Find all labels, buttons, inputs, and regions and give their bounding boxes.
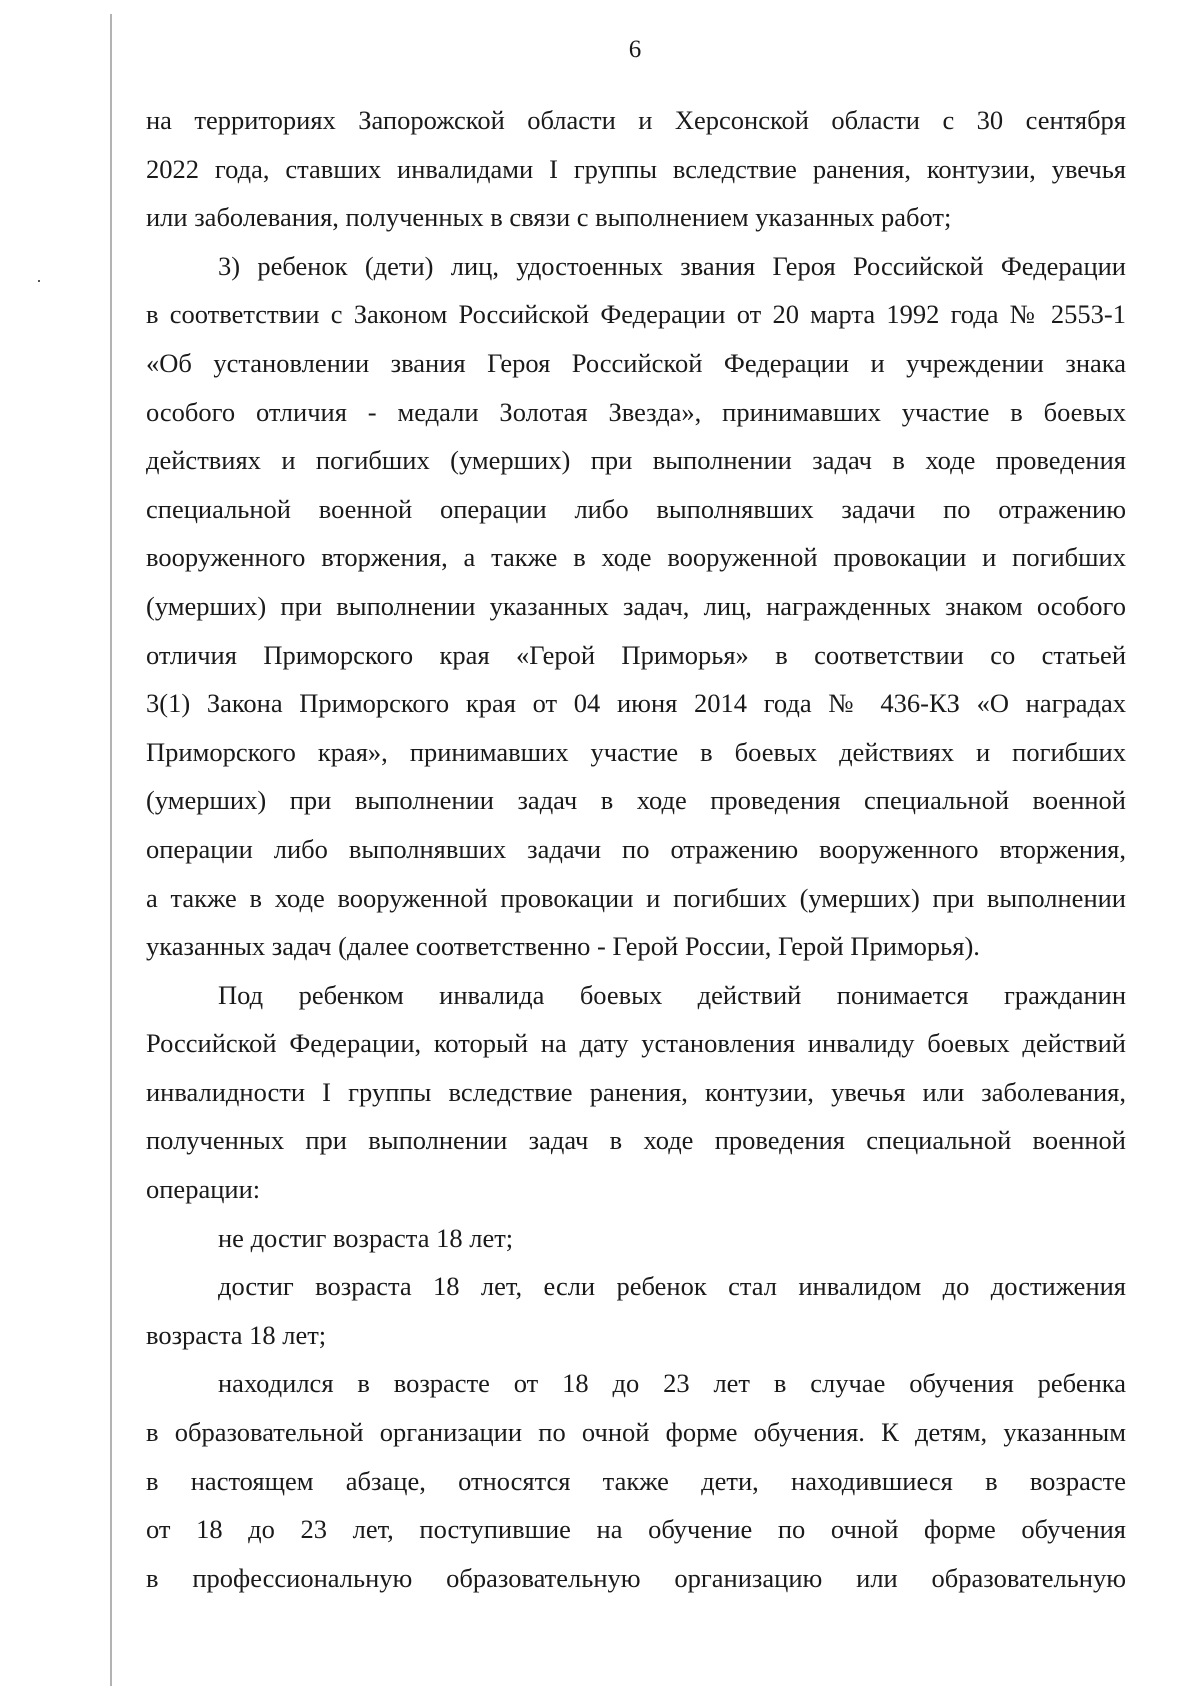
text-line: (умерших) при выполнении указанных задач, лиц, награжденных знаком особого (146, 590, 1126, 621)
text-line: операции: (146, 1174, 261, 1205)
text-line: находился в возрасте от 18 до 23 лет в случае обучения ребенка (218, 1368, 1126, 1399)
text-line: 3(1) Закона Приморского края от 04 июня 2014 года № 436-КЗ «О наградах (146, 688, 1126, 719)
text-line: в профессиональную образовательную организацию или образовательную (146, 1562, 1126, 1593)
page-number: 6 (628, 36, 642, 63)
text-line: от 18 до 23 лет, поступившие на обучение по очной форме обучения (146, 1514, 1126, 1545)
text-line: 3) ребенок (дети) лиц, удостоенных звания Героя Российской Федерации (218, 250, 1126, 281)
text-line: специальной военной операции либо выполнявших задачи по отражению (146, 493, 1126, 524)
text-line: Приморского края», принимавших участие в боевых действиях и погибших (146, 736, 1126, 767)
text-line: 2022 года, ставших инвалидами I группы вследствие ранения, контузии, увечья (146, 153, 1126, 184)
text-line: полученных при выполнении задач в ходе проведения специальной военной (146, 1125, 1126, 1156)
text-line: указанных задач (далее соответственно - Герой России, Герой Приморья). (146, 931, 980, 962)
text-line: или заболевания, полученных в связи с выполнением указанных работ; (146, 202, 952, 233)
text-line: Российской Федерации, который на дату установления инвалиду боевых действий (146, 1028, 1126, 1059)
text-line: вооруженного вторжения, а также в ходе вооруженной провокации и погибших (146, 542, 1126, 573)
text-line: а также в ходе вооруженной провокации и погибших (умерших) при выполнении (146, 882, 1126, 913)
text-line: «Об установлении звания Героя Российской Федерации и учреждении знака (146, 347, 1126, 378)
text-line: действиях и погибших (умерших) при выполнении задач в ходе проведения (146, 445, 1126, 476)
text-line: на территориях Запорожской области и Херсонской области с 30 сентября (146, 105, 1126, 135)
text-line: не достиг возраста 18 лет; (218, 1222, 514, 1253)
binding-edge-line (110, 14, 112, 1686)
text-line: возраста 18 лет; (146, 1319, 327, 1350)
margin-mark (38, 280, 40, 282)
text-line: в настоящем абзаце, относятся также дети, находившиеся в возрасте (146, 1465, 1126, 1496)
text-line: достиг возраста 18 лет, если ребенок стал инвалидом до достижения (218, 1271, 1126, 1302)
text-line: особого отличия - медали Золотая Звезда», принимавших участие в боевых (146, 396, 1126, 427)
text-line: отличия Приморского края «Герой Приморья» в соответствии со статьей (146, 639, 1126, 670)
document-body (146, 96, 1126, 1602)
text-line: инвалидности I группы вследствие ранения, контузии, увечья или заболевания, (146, 1076, 1126, 1107)
text-line: (умерших) при выполнении задач в ходе проведения специальной военной (146, 785, 1126, 816)
text-line: Под ребенком инвалида боевых действий понимается гражданин (218, 979, 1126, 1010)
text-line: в образовательной организации по очной форме обучения. К детям, указанным (146, 1417, 1126, 1448)
text-line: в соответствии с Законом Российской Федерации от 20 марта 1992 года № 2553-1 (146, 299, 1126, 330)
text-line: операции либо выполнявших задачи по отражению вооруженного вторжения, (146, 833, 1126, 864)
